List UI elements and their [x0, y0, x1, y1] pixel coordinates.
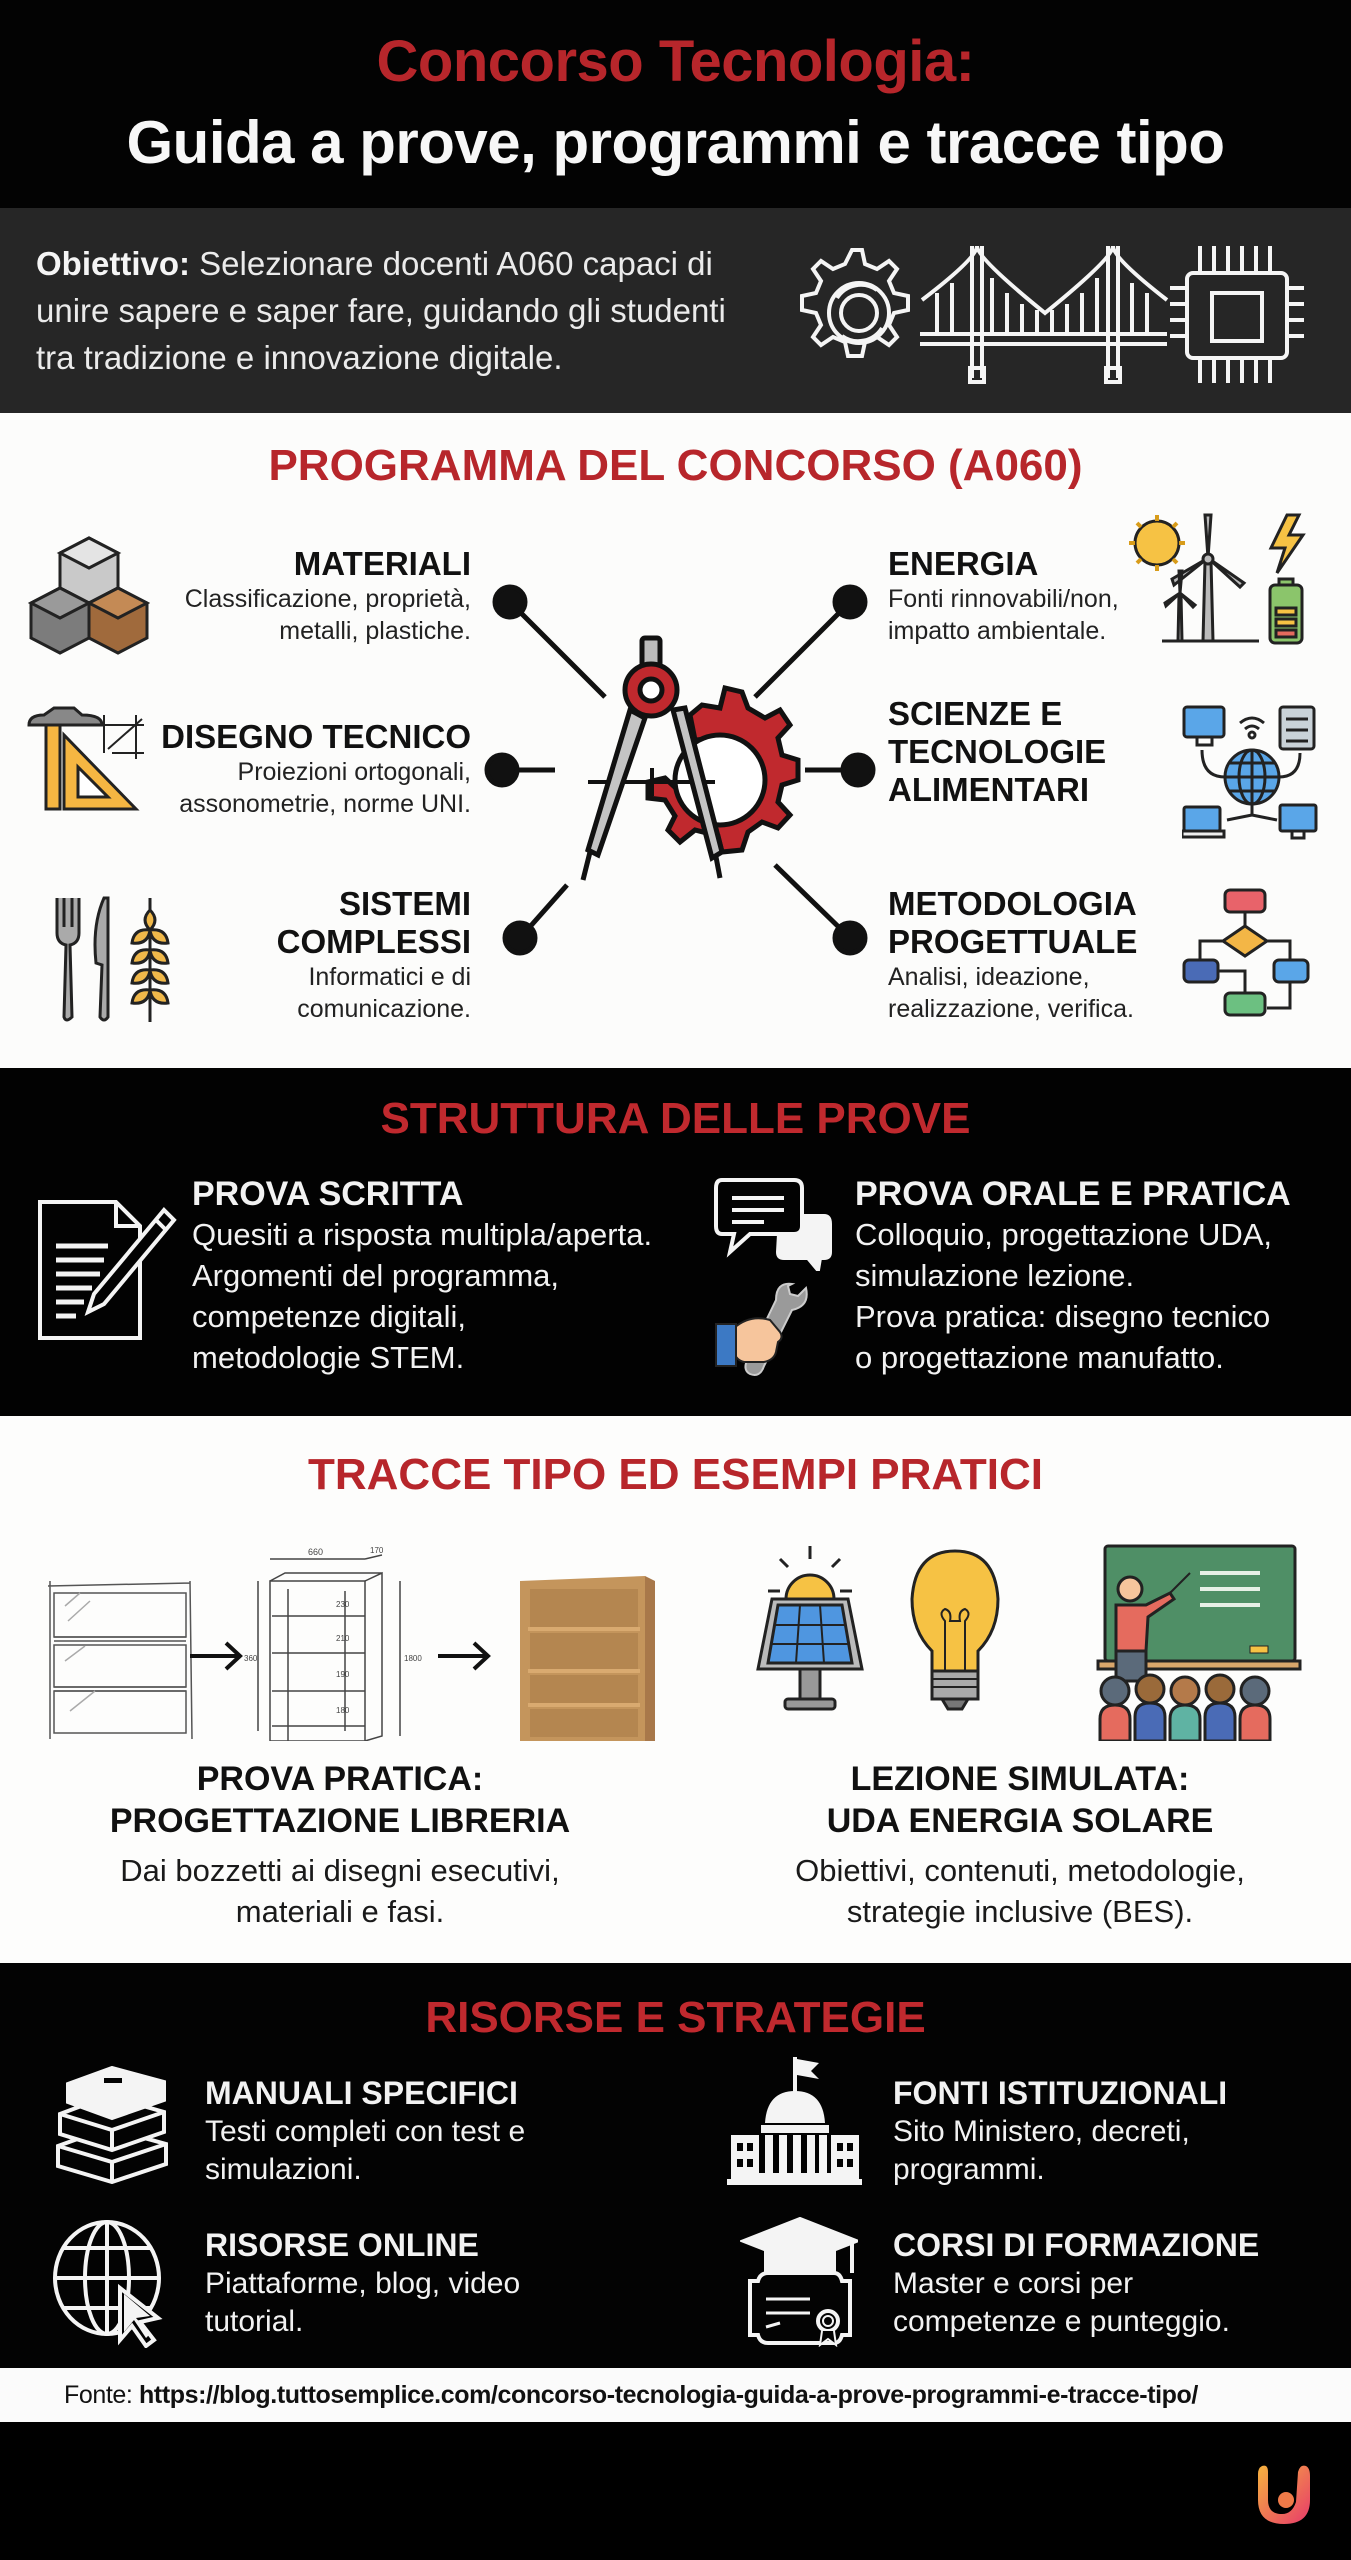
source-text: [64, 2381, 1198, 2410]
government-building-icon: [727, 2055, 862, 2185]
bottom-bar: [0, 2422, 1351, 2560]
svg-text:180: 180: [336, 1706, 350, 1715]
svg-text:1800: 1800: [404, 1654, 422, 1663]
example-lesson: [740, 1758, 1300, 1932]
example-desc: materiali e fasi.: [235, 1894, 445, 1929]
example-title: PROVA PRATICA:: [196, 1760, 484, 1798]
topic-desc: Fonti rinnovabili/non, impatto ambientale.: [888, 585, 1119, 645]
topic-sistemi-complessi: [271, 885, 471, 1025]
oral-exam-title: PROVA ORALE E PRATICA: [855, 1175, 1291, 1213]
written-exam-line: competenze digitali,: [192, 1299, 466, 1334]
topic-scienze-alimentari: [888, 695, 1178, 809]
resource-title: RISORSE ONLINE: [205, 2227, 479, 2263]
svg-text:170: 170: [370, 1546, 384, 1555]
flowchart-icon: [1182, 888, 1316, 1023]
wooden-bookcase-icon: [520, 1576, 655, 1741]
arrow-icon: [438, 1643, 488, 1669]
resource-desc: Master e corsi per: [893, 2267, 1134, 2300]
source-footer: [0, 2368, 1351, 2422]
gear-bridge-chip-icon: [792, 238, 1322, 388]
bridge-icon: [920, 246, 1167, 382]
arrow-icon: [190, 1643, 240, 1669]
topic-materiali: [131, 545, 471, 647]
light-bulb-icon: [912, 1551, 998, 1709]
objective-banner: [0, 208, 1351, 413]
oral-exam-line: Prova pratica: disegno tecnico: [855, 1299, 1271, 1334]
oral-exam-line: o progettazione manufatto.: [855, 1340, 1224, 1375]
title-line-1: Concorso Tecnologia:: [376, 29, 975, 94]
resource-desc: Sito Ministero, decreti,: [893, 2115, 1190, 2148]
svg-text:660: 660: [308, 1547, 324, 1557]
chat-bubbles-icon: [714, 1176, 834, 1271]
topic-title: SISTEMI COMPLESSI: [276, 885, 471, 960]
oral-exam-line: simulazione lezione.: [855, 1258, 1135, 1293]
hand-wrench-icon: [714, 1280, 809, 1380]
resource-manuali: [205, 2073, 705, 2189]
svg-text:210: 210: [336, 1634, 350, 1643]
written-exam: [192, 1174, 712, 1378]
globe-cursor-icon: [52, 2218, 172, 2348]
resource-title: MANUALI SPECIFICI: [205, 2075, 518, 2111]
topic-title: SCIENZE E TECNOLOGIE ALIMENTARI: [888, 695, 1107, 808]
example-title: UDA ENERGIA SOLARE: [826, 1802, 1214, 1840]
structure-section: [0, 1068, 1351, 1416]
program-section: [0, 413, 1351, 1068]
examples-section: [0, 1416, 1351, 1963]
example-title: PROGETTAZIONE LIBRERIA: [109, 1802, 571, 1840]
program-title: PROGRAMMA DEL CONCORSO (A060): [268, 441, 1083, 490]
network-icon: [1182, 705, 1320, 840]
solar-lesson-icons: [750, 1541, 1310, 1741]
oral-practical-exam: [855, 1174, 1335, 1378]
classroom-teacher-icon: [1098, 1546, 1300, 1741]
resource-online: [205, 2225, 705, 2341]
brand-logo-icon: [1252, 2462, 1316, 2526]
example-desc: strategie inclusive (BES).: [846, 1894, 1194, 1929]
resource-title: CORSI DI FORMAZIONE: [893, 2227, 1260, 2263]
technical-drawing-icon: [244, 1546, 422, 1741]
written-exam-line: Quesiti a risposta multipla/aperta.: [192, 1217, 653, 1252]
oral-exam-line: Colloquio, progettazione UDA,: [855, 1217, 1273, 1252]
example-bookcase: [40, 1758, 640, 1932]
resource-fonti-istituzionali: [893, 2073, 1333, 2189]
topic-disegno-tecnico: [131, 718, 471, 820]
svg-text:230: 230: [336, 1600, 350, 1609]
resource-desc: programmi.: [893, 2153, 1045, 2186]
source-link[interactable]: https://blog.tuttosemplice.com/concorso-tecnologia-guida-a-prove-programmi-e-tracce-tipo/: [139, 2381, 1198, 2409]
cutlery-wheat-icon: [52, 895, 182, 1025]
resource-desc: tutorial.: [205, 2305, 304, 2338]
graduation-diploma-icon: [740, 2217, 858, 2347]
resource-desc: Testi completi con test e: [205, 2115, 526, 2148]
examples-title: TRACCE TIPO ED ESEMPI PRATICI: [307, 1450, 1044, 1499]
chip-icon: [1170, 246, 1304, 383]
source-label: Fonte:: [64, 2381, 140, 2409]
example-title: LEZIONE SIMULATA:: [850, 1760, 1190, 1798]
resource-corsi-formazione: [893, 2225, 1333, 2341]
document-pen-icon: [36, 1198, 178, 1343]
svg-text:360: 360: [244, 1654, 258, 1663]
resource-desc: simulazioni.: [205, 2153, 362, 2186]
topic-metodologia-progettuale: [888, 885, 1178, 1025]
battery-icon: [1270, 515, 1303, 643]
sun-icon: [1129, 515, 1185, 571]
compass-gear-icon: [480, 560, 880, 980]
topic-desc: Informatici e di comunicazione.: [297, 963, 471, 1023]
renewable-energy-icon: [1127, 513, 1312, 651]
topic-title: MATERIALI: [293, 545, 471, 582]
written-exam-line: metodologie STEM.: [192, 1340, 465, 1375]
sketch-bookcase-icon: [48, 1581, 192, 1739]
example-desc: Dai bozzetti ai disegni esecutivi,: [120, 1853, 560, 1888]
example-desc: Obiettivi, contenuti, metodologie,: [795, 1853, 1245, 1888]
written-exam-title: PROVA SCRITTA: [192, 1175, 464, 1213]
topic-desc: Proiezioni ortogonali, assonometrie, norme UNI.: [179, 758, 471, 818]
books-icon: [52, 2066, 172, 2184]
header: [0, 0, 1351, 208]
objective-text: [36, 240, 756, 381]
solar-panel-icon: [758, 1546, 862, 1709]
topic-title: DISEGNO TECNICO: [161, 718, 471, 755]
structure-title: STRUTTURA DELLE PROVE: [380, 1094, 971, 1143]
resources-section: [0, 1963, 1351, 2368]
topic-title: ENERGIA: [888, 545, 1039, 582]
topic-desc: Classificazione, proprietà, metalli, plastiche.: [184, 585, 471, 645]
gear-icon: [802, 250, 908, 356]
resources-title: RISORSE E STRATEGIE: [425, 1993, 926, 2042]
svg-text:190: 190: [336, 1670, 350, 1679]
written-exam-line: Argomenti del programma,: [192, 1258, 559, 1293]
resource-desc: competenze e punteggio.: [893, 2305, 1230, 2338]
bookcase-design-process-icon: [40, 1541, 680, 1741]
objective-body: Selezionare docenti A060 capaci di unire sapere e saper fare, guidando gli studenti tra tradizione e innovazione digitale.: [36, 245, 726, 376]
topic-desc: Analisi, ideazione, realizzazione, verifica.: [888, 963, 1134, 1023]
topic-title: METODOLOGIA PROGETTUALE: [888, 885, 1138, 960]
objective-label: Obiettivo:: [36, 245, 190, 282]
resource-title: FONTI ISTITUZIONALI: [893, 2075, 1228, 2111]
resource-desc: Piattaforme, blog, video: [205, 2267, 521, 2300]
title-line-2: Guida a prove, programmi e tracce tipo: [126, 109, 1225, 176]
